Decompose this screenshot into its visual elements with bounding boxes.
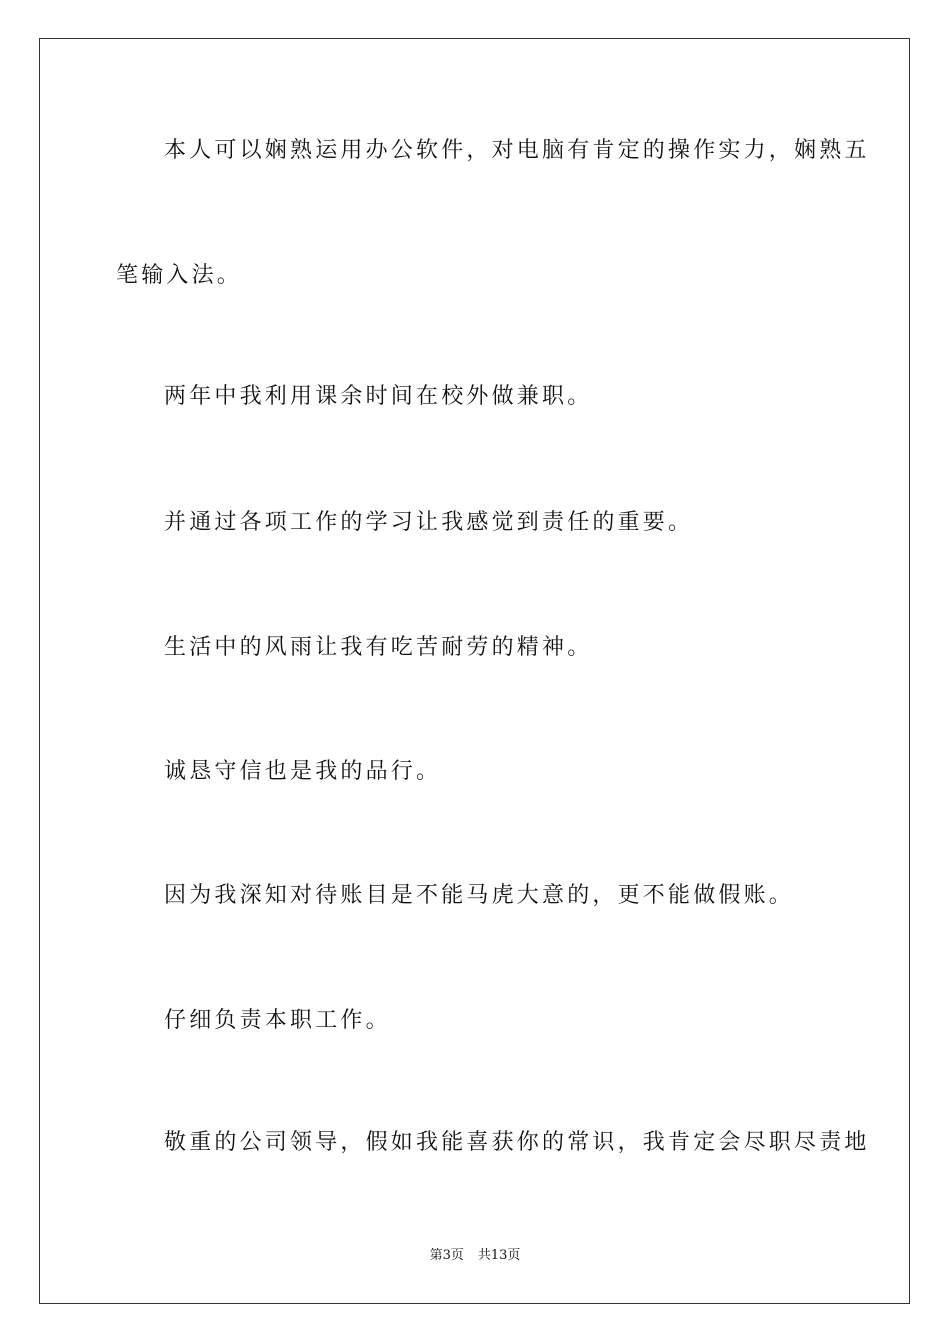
paragraph-line: 诚恳守信也是我的品行。 bbox=[164, 759, 442, 784]
paragraph-line: 因为我深知对待账目是不能马虎大意的，更不能做假账。 bbox=[164, 883, 795, 908]
paragraph-line: 两年中我利用课余时间在校外做兼职。 bbox=[164, 384, 593, 409]
paragraph-line: 笔输入法。 bbox=[116, 263, 243, 288]
paragraph-line: 并通过各项工作的学习让我感觉到责任的重要。 bbox=[164, 510, 694, 535]
paragraph-line: 生活中的风雨让我有吃苦耐劳的精神。 bbox=[164, 635, 593, 660]
paragraph-line: 敬重的公司领导，假如我能喜获你的常识，我肯定会尽职尽责地 bbox=[164, 1130, 870, 1155]
paragraph-line: 本人可以娴熟运用办公软件，对电脑有肯定的操作实力，娴熟五 bbox=[164, 138, 870, 163]
page-total: 共13页 bbox=[477, 1248, 521, 1263]
paragraph-line: 仔细负责本职工作。 bbox=[164, 1008, 391, 1033]
page-number: 第3页 bbox=[429, 1248, 464, 1263]
page-footer bbox=[0, 1246, 950, 1266]
